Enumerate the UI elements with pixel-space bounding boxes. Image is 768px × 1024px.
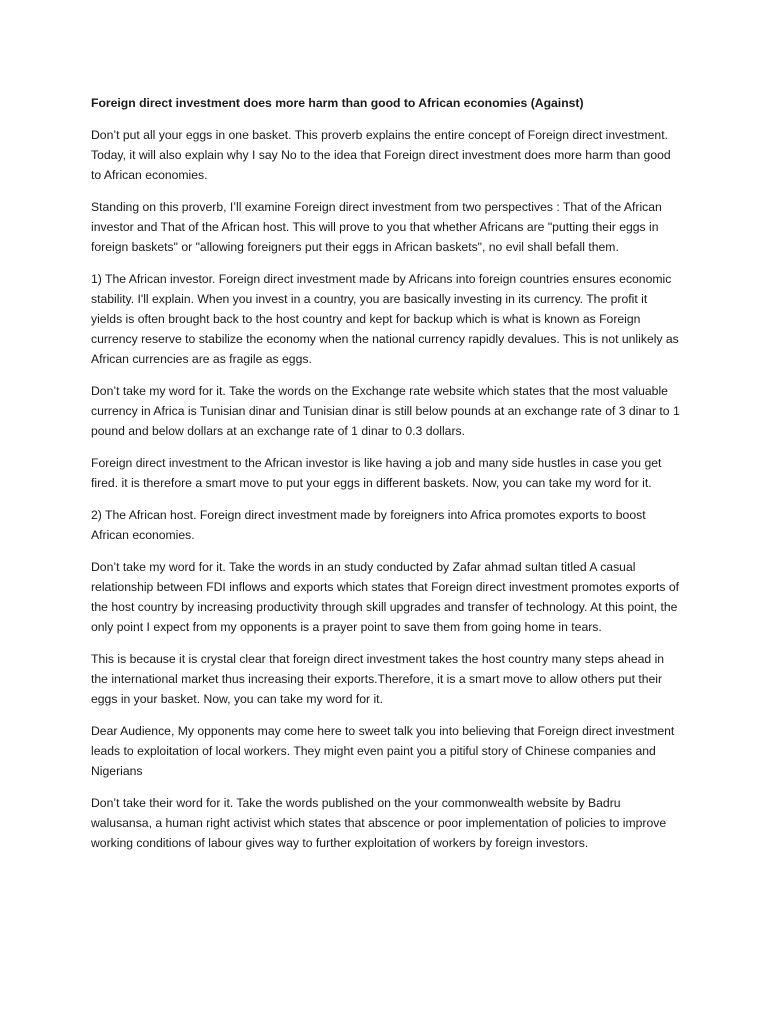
paragraph-10: Don’t take their word for it. Take the words published on the your commonwealth website by Badru walusansa, a human right activist which states that abscence or poor implementation of policies to improve working conditions of labour gives way to further exploitation of workers by foreign investors. [91,796,667,850]
paragraph-5: Foreign direct investment to the African investor is like having a job and many side hustles in case you get fired. it is therefore a smart move to put your eggs in different baskets. Now, you can take my word for it. [91,456,662,490]
document-title: Foreign direct investment does more harm than good to African economies (Against) [91,96,584,110]
paragraph-6: 2) The African host. Foreign direct investment made by foreigners into Africa promotes exports to boost African economies. [91,508,646,542]
paragraph-3: 1) The African investor. Foreign direct investment made by Africans into foreign countries ensures economic stability. I'll explain. When you invest in a country, you are basically investing in its currency. The profit it yields is often brought back to the host country and kept for backup which is what is known as Foreign currency reserve to stabilize the economy when the national currency rapidly devalues. This is not unlikely as African currencies are as fragile as eggs. [91,272,679,366]
paragraph-4: Don’t take my word for it. Take the words on the Exchange rate website which states that the most valuable currency in Africa is Tunisian dinar and Tunisian dinar is still below pounds at an exchange rate of 3 dinar to 1 pound and below dollars at an exchange rate of 1 dinar to 0.3 dollars. [91,384,680,438]
document-page [91,93,681,865]
paragraph-2: Standing on this proverb, I’ll examine Foreign direct investment from two perspectives : That of the African investor and That of the African host. This will prove to you that whether Africans are "putting their eggs in foreign baskets" or "allowing foreigners put their eggs in African baskets", no evil shall befall them. [91,200,662,254]
paragraph-7: Don’t take my word for it. Take the words in an study conducted by Zafar ahmad sultan titled A casual relationship between FDI inflows and exports which states that Foreign direct investment promotes exports of the host country by increasing productivity through skill upgrades and transfer of technology. At this point, the only point I expect from my opponents is a prayer point to save them from going home in tears. [91,560,679,634]
paragraph-8: This is because it is crystal clear that foreign direct investment takes the host country many steps ahead in the international market thus increasing their exports.Therefore, it is a smart move to allow others put their eggs in your basket. Now, you can take my word for it. [91,652,665,706]
paragraph-9: Dear Audience, My opponents may come here to sweet talk you into believing that Foreign direct investment leads to exploitation of local workers. They might even paint you a pitiful story of Chinese companies and Nigerians [91,724,675,778]
paragraph-1: Don’t put all your eggs in one basket. This proverb explains the entire concept of Foreign direct investment. Today, it will also explain why I say No to the idea that Foreign direct investment does more harm than good to African economies. [91,128,671,182]
